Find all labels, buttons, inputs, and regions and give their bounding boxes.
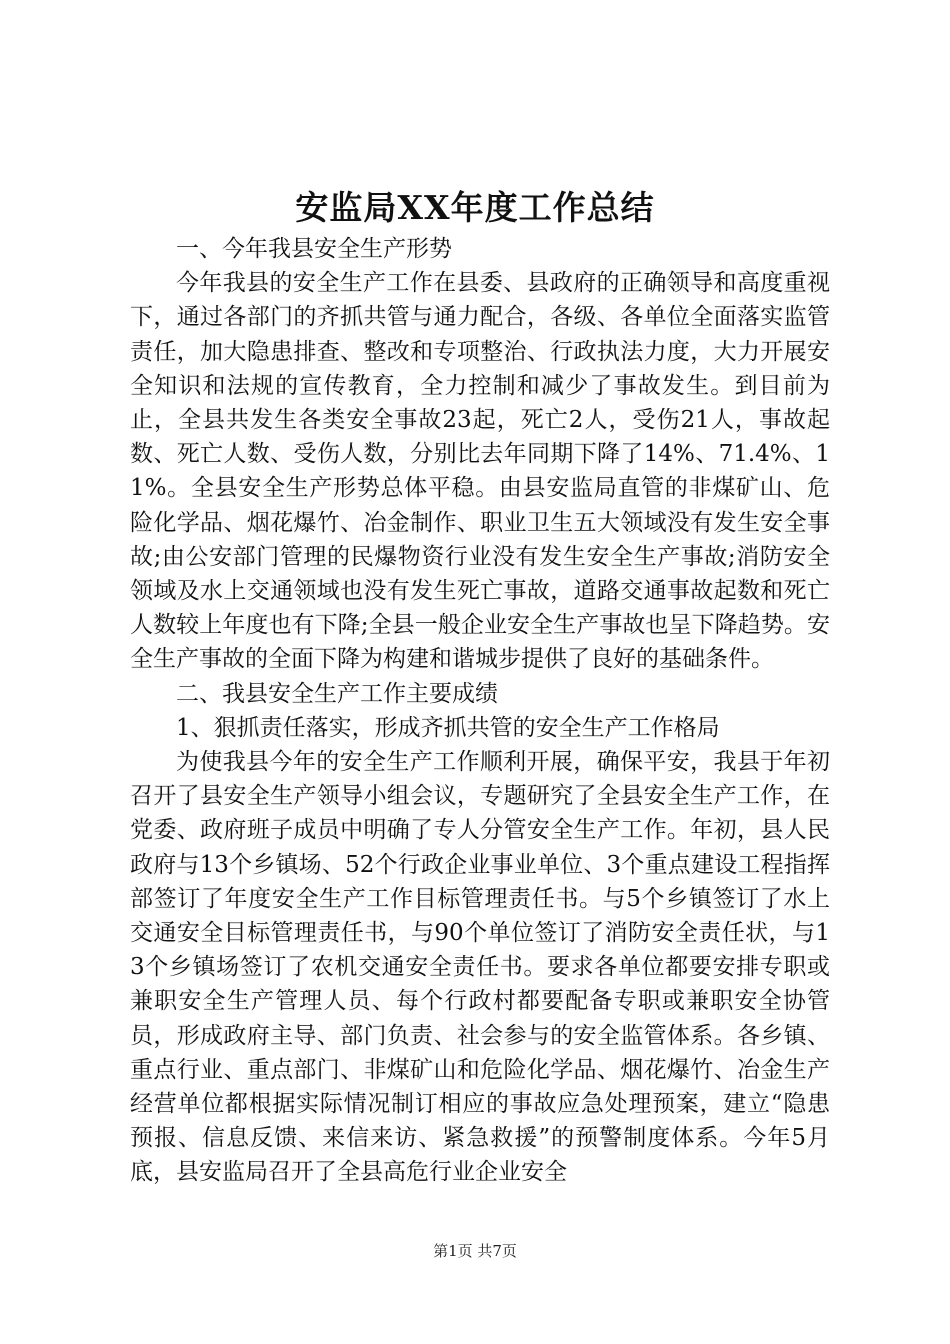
page-footer: 第1页 共7页 xyxy=(433,1242,517,1260)
subsection-heading-1: 1、狠抓责任落实，形成齐抓共管的安全生产工作格局 xyxy=(176,714,720,741)
section-heading-1: 一、今年我县安全生产形势 xyxy=(176,236,452,262)
document-title: 安监局XX年度工作总结 xyxy=(295,188,655,227)
paragraph-situation: 今年我县的安全生产工作在县委、县政府的正确领导和高度重视下，通过各部门的齐抓共管与通力配合，各级、各单位全面落实监管责任，加大隐患排查、整改和专项整治、行政执法力度，大力开展安全知识和法规的宣传教育，全力控制和减少了事故发生。到目前为止，全县共发生各类安全事故23起，死亡2人，受伤21人，事故起数、死亡人数、受伤人数，分别比去年同期下降了14%、71.4%、11%。全县安全生产形势总体平稳。由县安监局直管的非煤矿山、危险化学品、烟花爆竹、冶金制作、职业卫生五大领域没有发生安全事故;由公安部门管理的民爆物资行业没有发生安全生产事故;消防安全领域及水上交通领域也没有发生死亡事故，道路交通事故起数和死亡人数较上年度也有下降;全县一般企业安全生产事故也呈下降趋势。安全生产事故的全面下降为构建和谐城步提供了良好的基础条件。 xyxy=(130,270,830,673)
document-body xyxy=(130,232,830,1190)
section-heading-2: 二、我县安全生产工作主要成绩 xyxy=(176,680,498,707)
paragraph-responsibility: 为使我县今年的安全生产工作顺利开展，确保平安，我县于年初召开了县安全生产领导小组会议，专题研究了全县安全生产工作，在党委、政府班子成员中明确了专人分管安全生产工作。年初，县人民政府与13个乡镇场、52个行政企业事业单位、3个重点建设工程指挥部签订了年度安全生产工作目标管理责任书。与5个乡镇签订了水上交通安全目标管理责任书，与90个单位签订了消防安全责任状，与13个乡镇场签订了农机交通安全责任书。要求各单位都要安排专职或兼职安全生产管理人员、每个行政村都要配备专职或兼职安全协管员，形成政府主导、部门负责、社会参与的安全监管体系。各乡镇、重点行业、重点部门、非煤矿山和危险化学品、烟花爆竹、冶金生产经营单位都根据实际情况制订相应的事故应急处理预案，建立“隐患预报、信息反馈、来信来访、紧急救援”的预警制度体系。今年5月底，县安监局召开了全县高危行业企业安全 xyxy=(130,749,830,1186)
